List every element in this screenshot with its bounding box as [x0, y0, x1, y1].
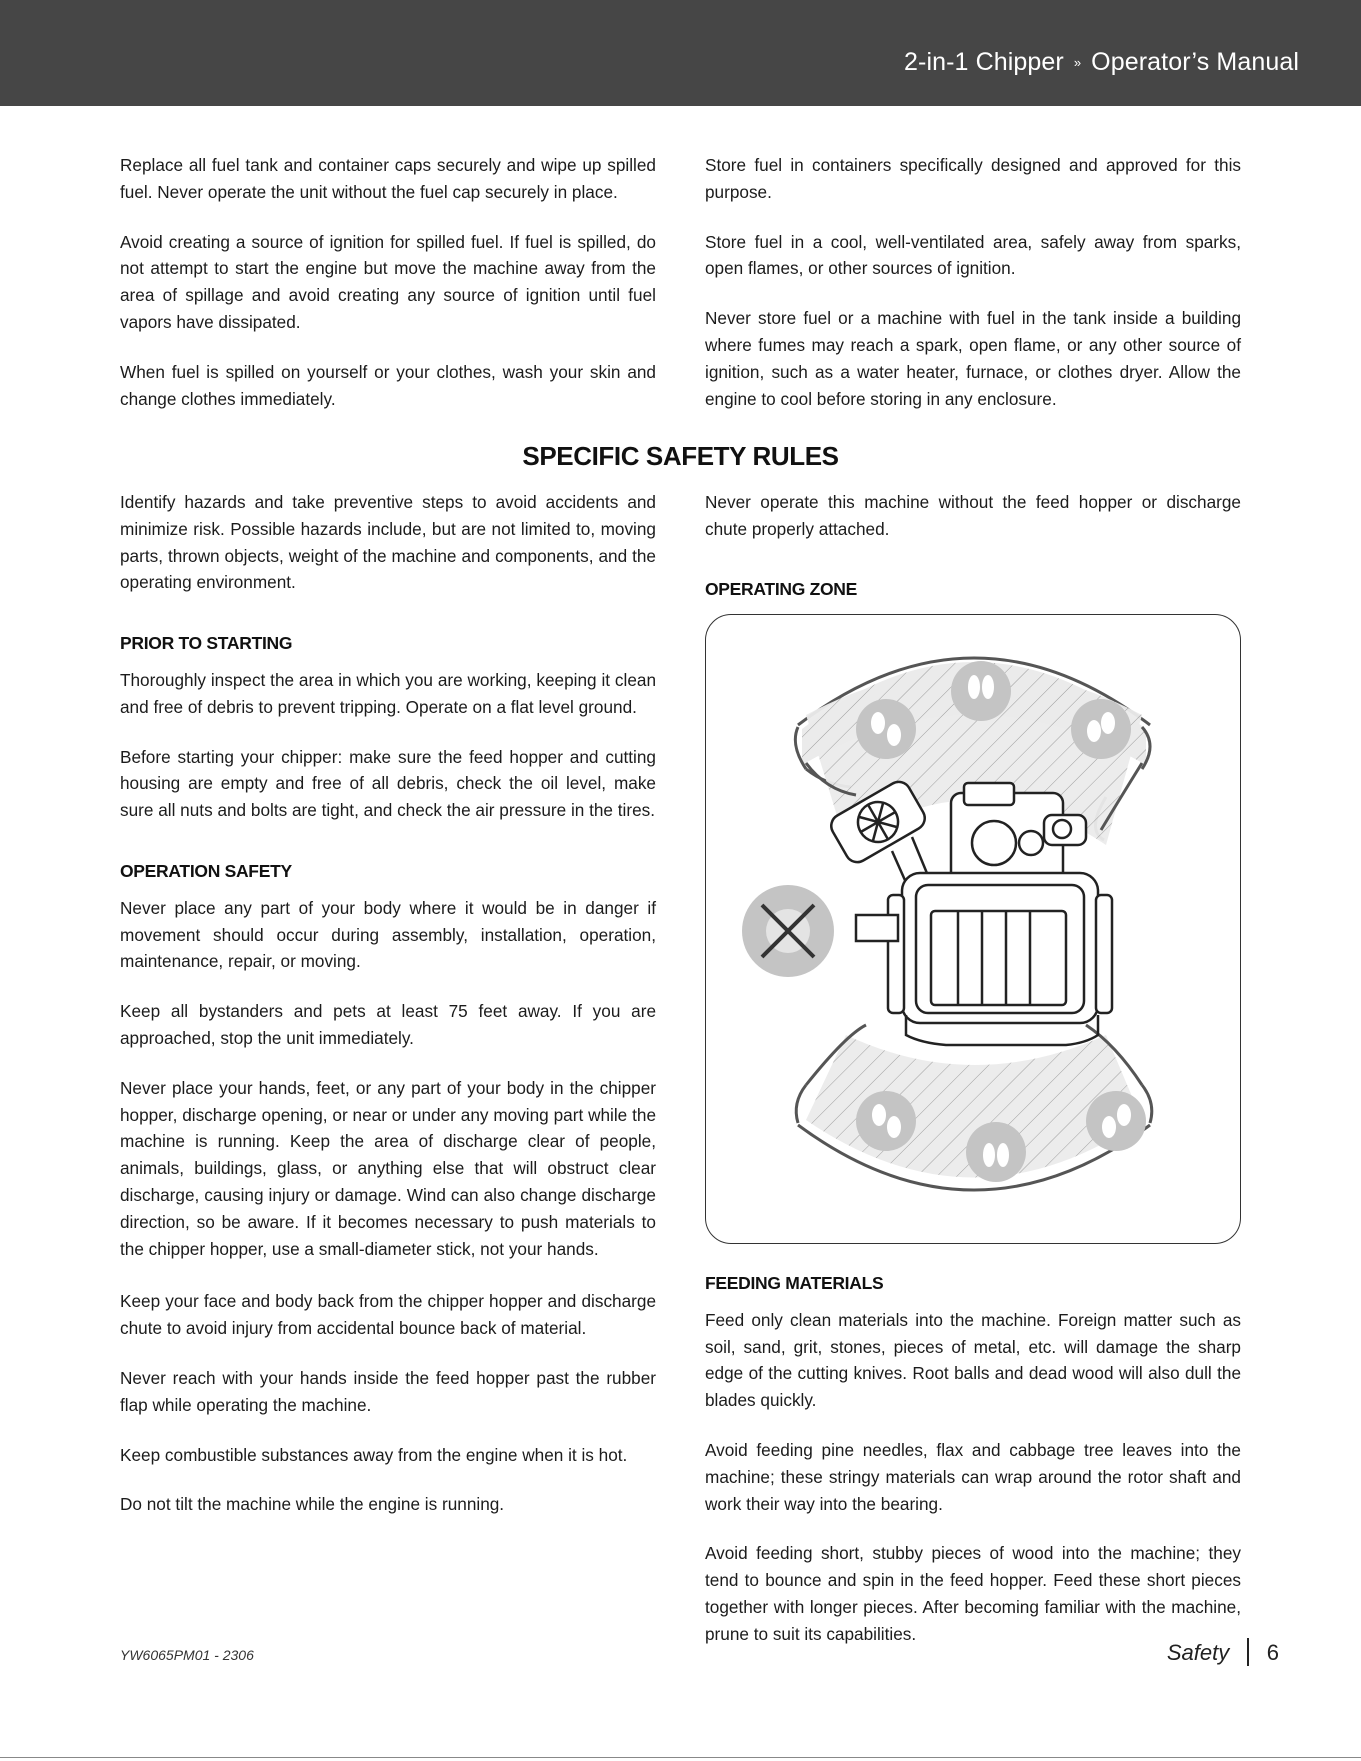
operating-zone-diagram	[705, 614, 1241, 1244]
feeding-column	[705, 1270, 1241, 1671]
operation-safety-heading: OPERATION SAFETY	[120, 860, 292, 881]
face-body-paragraph: Keep your face and body back from the chipper hopper and discharge chute to avoid injury from accidental bounce back of material.	[120, 1291, 656, 1339]
header-title	[904, 48, 1299, 77]
combustible-paragraph: Keep combustible substances away from the engine when it is hot.	[120, 1444, 628, 1465]
hands-feet-paragraph: Never place your hands, feet, or any part of your body in the chipper hopper, discharge opening, or near or under any moving part while the machine is running. Keep the area of discharge clear of people, animals, buildings, glass, or anything else that will obstruct clear discharge, causing injury or damage. Wind can also change discharge direction, so be aware. If it becomes necessary to push materials to the chipper hopper, use a small-diameter stick, not your hands.	[120, 1077, 656, 1259]
no-standing-icon	[742, 885, 834, 977]
store-cool-paragraph: Store fuel in a cool, well-ventilated area, safely away from sparks, open flames, or other sources of ignition.	[705, 231, 1241, 279]
product-name: 2-in-1 Chipper	[904, 48, 1064, 76]
header-separator: »	[1073, 55, 1082, 70]
top-right-column	[705, 152, 1241, 435]
header-bar	[0, 0, 1361, 106]
clean-materials-paragraph: Feed only clean materials into the machine. Foreign matter such as soil, sand, grit, stones, pieces of metal, etc. will damage the sharp edge of the cutting knives. Root balls and dead wood will also dull the blades quickly.	[705, 1309, 1241, 1411]
reach-hopper-paragraph: Never reach with your hands inside the feed hopper past the rubber flap while operating the machine.	[120, 1367, 656, 1415]
fuel-caps-paragraph: Replace all fuel tank and container caps securely and wipe up spilled fuel. Never operate the unit without the fuel cap securely in place.	[120, 155, 656, 202]
bystanders-paragraph: Keep all bystanders and pets at least 75 feet away. If you are approached, stop the unit immediately.	[120, 1001, 656, 1048]
store-indoors-paragraph: Never store fuel or a machine with fuel in the tank inside a building where fumes may reach a spark, open flame, or any other source of ignition, such as a water heater, furnace, or clothes dryer. Allow the engine to cool before storing in any enclosure.	[705, 308, 1241, 409]
bottom-rule	[0, 1757, 1361, 1758]
body-danger-paragraph: Never place any part of your body where it would be in danger if movement should occur during assembly, installation, operation, maintenance, repair, or moving.	[120, 897, 656, 972]
manual-name: Operator’s Manual	[1091, 48, 1299, 76]
prior-to-starting-heading: PRIOR TO STARTING	[120, 633, 293, 654]
rules-right-column	[705, 489, 1241, 612]
spill-clothes-paragraph: When fuel is spilled on yourself or your clothes, wash your skin and change clothes immediately.	[120, 361, 656, 409]
footer-section-name: Safety	[1166, 1640, 1230, 1665]
store-containers-paragraph: Store fuel in containers specifically designed and approved for this purpose.	[705, 155, 1241, 202]
section-title: SPECIFIC SAFETY RULES	[522, 441, 839, 471]
page-footer	[1167, 1640, 1279, 1668]
short-pieces-paragraph: Avoid feeding short, stubby pieces of wood into the machine; they tend to bounce and spin in the feed hopper. Feed these short pieces together with longer pieces. After becoming familiar with the machine, prune to suit its capabilities.	[705, 1543, 1241, 1644]
before-starting-paragraph: Before starting your chipper: make sure the feed hopper and cutting housing are empty and free of all debris, check the oil level, make sure all nuts and bolts are tight, and check the air pressure in the tires.	[120, 746, 656, 821]
ignition-paragraph: Avoid creating a source of ignition for spilled fuel. If fuel is spilled, do not attempt to start the engine but move the machine away from the area of spillage and avoid creating any source of ignition until fuel vapors have dissipated.	[120, 231, 656, 332]
top-left-column	[120, 152, 656, 435]
chipper-machine-illustration	[827, 777, 1112, 1045]
tilt-paragraph: Do not tilt the machine while the engine is running.	[120, 1494, 505, 1515]
operating-zone-heading: OPERATING ZONE	[705, 578, 858, 599]
hazards-intro: Identify hazards and take preventive steps to avoid accidents and minimize risk. Possible hazards include, but are not limited to, moving parts, thrown objects, weight of the machine and components, and the operating environment.	[120, 492, 656, 593]
document-code: YW6065PM01 - 2306	[120, 1647, 254, 1663]
pine-needles-paragraph: Avoid feeding pine needles, flax and cabbage tree leaves into the machine; these stringy materials can wrap around the rotor shaft and work their way into the bearing.	[705, 1439, 1241, 1514]
footer-divider	[1247, 1638, 1249, 1666]
rules-left-column	[120, 489, 656, 1541]
operating-zone-svg	[706, 615, 1242, 1245]
feeding-materials-heading: FEEDING MATERIALS	[705, 1273, 884, 1293]
inspect-area-paragraph: Thoroughly inspect the area in which you are working, keeping it clean and free of debris to prevent tripping. Operate on a flat level ground.	[120, 669, 656, 717]
page-number: 6	[1266, 1640, 1279, 1665]
hopper-attached-paragraph: Never operate this machine without the feed hopper or discharge chute properly attached.	[705, 492, 1241, 539]
